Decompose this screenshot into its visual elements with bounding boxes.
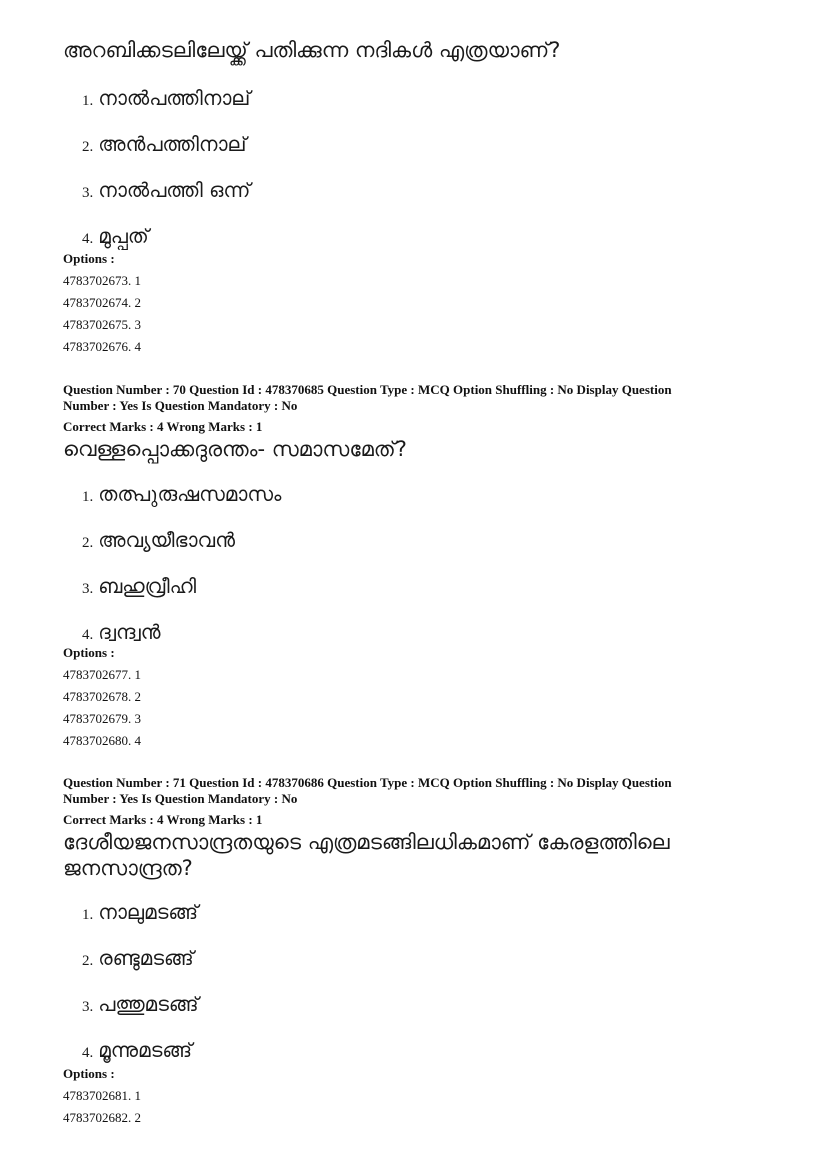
option-3 bbox=[82, 992, 199, 1016]
question-meta-line-1: Question Number : 71 Question Id : 478370686 Question Type : MCQ Option Shuffling : No Display Question bbox=[63, 775, 672, 790]
option-2 bbox=[82, 132, 246, 156]
option-text: അൻപത്തിനാല് bbox=[98, 132, 247, 156]
option-id: 4783702678. 2 bbox=[63, 689, 141, 704]
option-number: 4. bbox=[82, 231, 94, 247]
option-id: 4783702682. 2 bbox=[63, 1110, 141, 1125]
option-number: 2. bbox=[82, 139, 94, 155]
question-meta-line-1: Question Number : 70 Question Id : 478370685 Question Type : MCQ Option Shuffling : No Display Question bbox=[63, 382, 672, 397]
option-id: 4783702675. 3 bbox=[63, 317, 141, 332]
options-label: Options : bbox=[63, 645, 115, 660]
option-id: 4783702679. 3 bbox=[63, 711, 141, 726]
option-number: 3. bbox=[82, 999, 94, 1015]
option-text: നാലുമടങ്ങ് bbox=[98, 900, 199, 924]
option-3 bbox=[82, 178, 250, 202]
option-2 bbox=[82, 946, 194, 970]
option-id: 4783702673. 1 bbox=[63, 273, 141, 288]
options-label: Options : bbox=[63, 251, 115, 266]
option-id: 4783702680. 4 bbox=[63, 733, 141, 748]
option-id: 4783702677. 1 bbox=[63, 667, 141, 682]
option-id: 4783702676. 4 bbox=[63, 339, 141, 354]
option-1 bbox=[82, 86, 250, 110]
option-text: രണ്ടുമടങ്ങ് bbox=[98, 946, 194, 970]
option-1 bbox=[82, 482, 281, 506]
question-meta-line-2: Number : Yes Is Question Mandatory : No bbox=[63, 398, 298, 413]
question-meta-line-2: Number : Yes Is Question Mandatory : No bbox=[63, 791, 298, 806]
options-label: Options : bbox=[63, 1066, 115, 1081]
option-number: 1. bbox=[82, 93, 94, 109]
option-2 bbox=[82, 528, 235, 552]
option-1 bbox=[82, 900, 198, 924]
question-marks: Correct Marks : 4 Wrong Marks : 1 bbox=[63, 812, 263, 827]
option-number: 3. bbox=[82, 185, 94, 201]
option-number: 4. bbox=[82, 627, 94, 643]
option-text: മൂന്നുമടങ്ങ് bbox=[98, 1038, 193, 1062]
option-text: അവ്യയീഭാവൻ bbox=[98, 528, 235, 552]
question-text-line-2: ജനസാന്ദ്രത? bbox=[63, 856, 193, 880]
question-text: അറബിക്കടലിലേയ്ക്ക് പതിക്കുന്ന നദികൾ എത്രയാണ്? bbox=[63, 38, 561, 62]
option-number: 4. bbox=[82, 1045, 94, 1061]
option-text: തത്പുരുഷസമാസം bbox=[98, 482, 282, 506]
question-text-line-1: ദേശീയജനസാന്ദ്രതയുടെ എത്രമടങ്ങിലധികമാണ് കേരളത്തിലെ bbox=[63, 830, 670, 854]
option-text: നാൽപത്തിനാല് bbox=[98, 86, 251, 110]
option-number: 2. bbox=[82, 953, 94, 969]
option-id: 4783702674. 2 bbox=[63, 295, 141, 310]
option-number: 2. bbox=[82, 535, 94, 551]
question-text: വെള്ളപ്പൊക്കദുരന്തം- സമാസമേത്? bbox=[63, 437, 407, 461]
option-number: 1. bbox=[82, 489, 94, 505]
option-id: 4783702681. 1 bbox=[63, 1088, 141, 1103]
option-number: 3. bbox=[82, 581, 94, 597]
option-text: ബഹുവ്രീഹി bbox=[98, 574, 197, 598]
option-text: നാൽപത്തി ഒന്ന് bbox=[98, 178, 251, 202]
option-4 bbox=[82, 1038, 192, 1062]
option-4 bbox=[82, 620, 161, 644]
option-text: പത്തുമടങ്ങ് bbox=[98, 992, 199, 1016]
option-4 bbox=[82, 224, 149, 248]
option-text: ദ്വന്ദ്വൻ bbox=[98, 620, 161, 644]
option-text: മുപ്പത് bbox=[98, 224, 149, 248]
option-number: 1. bbox=[82, 907, 94, 923]
option-3 bbox=[82, 574, 196, 598]
question-marks: Correct Marks : 4 Wrong Marks : 1 bbox=[63, 419, 263, 434]
